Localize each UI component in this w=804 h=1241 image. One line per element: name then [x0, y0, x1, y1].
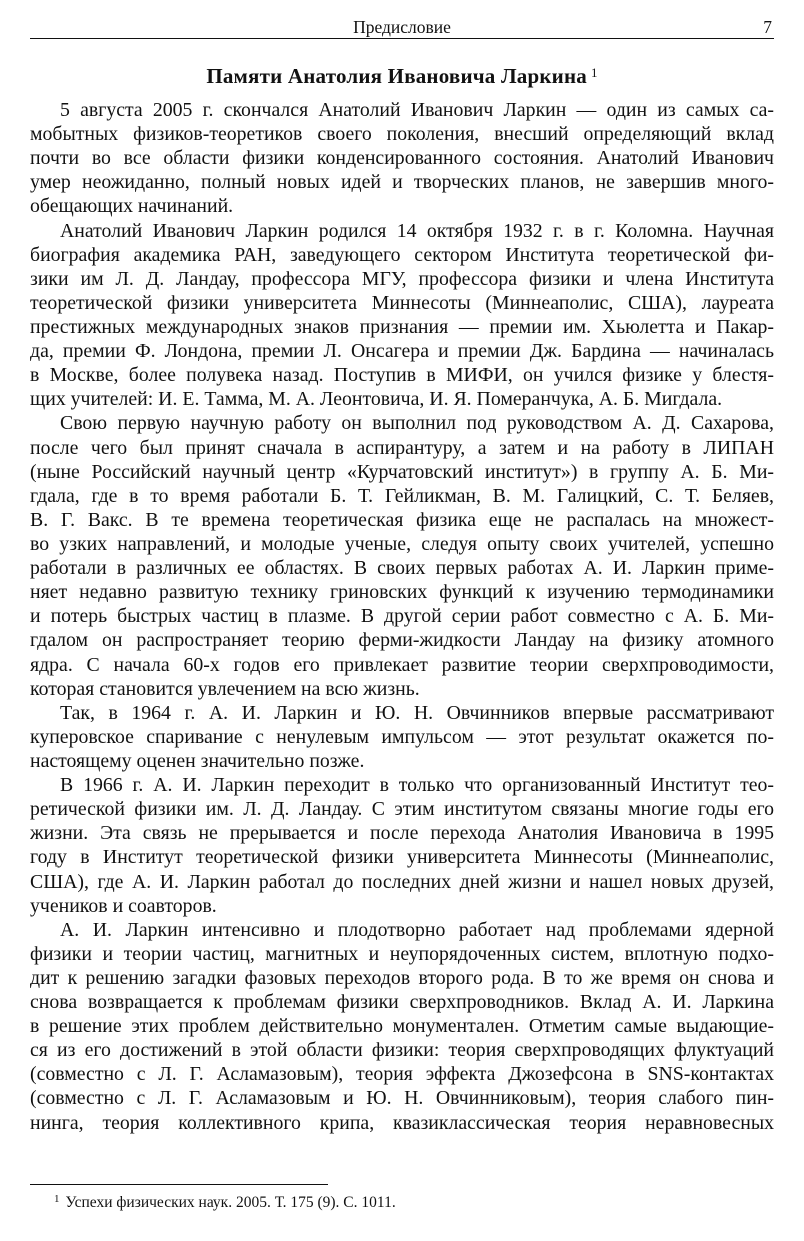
text-line: щих учителей: И. Е. Тамма, М. А. Леонтовича, И. Я. Померанчука, А. Б. Мигдала. — [30, 388, 723, 411]
text-line: работали в различных ее областях. В своих первых работах А. И. Ларкин приме- — [30, 557, 774, 580]
text-line: обещающих начинаний. — [30, 195, 234, 218]
text-line: учеников и соавторов. — [30, 894, 217, 917]
footnote-reference[interactable]: 1 — [590, 65, 598, 80]
body-text — [30, 98, 774, 1135]
section-heading-text: Памяти Анатолия Ивановича Ларкина — [206, 64, 587, 88]
text-line: дит к решению загадки фазовых переходов второго рода. В то же время он снова и — [30, 966, 774, 989]
text-line: ретической физики им. Л. Д. Ландау. С этим институтом связаны многие годы его — [30, 798, 774, 821]
text-line: ядра. С начала 60-х годов его привлекает развитие теории сверхпроводимости, — [30, 653, 774, 676]
footnote — [54, 1193, 396, 1212]
text-line: гдала, где в то время работали Б. Т. Гейликман, В. М. Галицкий, С. Т. Беляев, — [30, 484, 774, 507]
text-line: Так, в 1964 г. А. И. Ларкин и Ю. Н. Овчинников впервые рассматривают — [60, 701, 774, 724]
text-line: (совместно с Л. Г. Асламазовым), теория эффекта Джозефсона в SNS-контактах — [30, 1063, 774, 1086]
text-line: настоящему оценен значительно позже. — [30, 749, 365, 772]
text-line: В. Г. Вакс. В те времена теоретическая физика еще не распалась на множест- — [30, 508, 774, 531]
text-line: во узких направлений, и молодые ученые, следуя опыту своих учителей, успешно — [30, 532, 774, 555]
text-line: после чего был принят сначала в аспирантуру, а затем и на работу в ЛИПАН — [30, 436, 774, 459]
text-line: В 1966 г. А. И. Ларкин переходит в только что организованный Институт тео- — [60, 774, 774, 797]
text-line: Анатолий Иванович Ларкин родился 14 октября 1932 г. в г. Коломна. Научная — [60, 219, 774, 242]
text-line: в Москве, более полувека назад. Поступив в МИФИ, он учился физике у блестя- — [30, 364, 774, 387]
footnote-mark: 1 — [54, 1193, 60, 1205]
running-header-title: Предисловие — [353, 17, 451, 37]
text-line: снова возвращается к проблемам физики сверхпроводников. Вклад А. И. Ларкина — [30, 991, 774, 1014]
text-line: жизни. Эта связь не прерывается и после перехода Анатолия Ивановича в 1995 — [30, 822, 774, 845]
text-line: (ныне Российский научный центр «Курчатовский институт») в группу А. Б. Ми- — [30, 460, 774, 483]
text-line: теоретической физики университета Миннесоты (Миннеаполис, США), лауреата — [30, 291, 774, 314]
text-line: и потерь быстрых частиц в плазме. В другой серии работ совместно с А. Б. Ми- — [30, 605, 774, 628]
text-line: физики и теории частиц, магнитных и неупорядоченных систем, вплотную подхо- — [30, 942, 774, 965]
text-line: куперовское спаривание с ненулевым импульсом — этот результат окажется по- — [30, 725, 774, 748]
text-line: гдалом он распространяет теорию ферми-жидкости Ландау на физику атомного — [30, 629, 774, 652]
running-header — [30, 14, 774, 39]
text-line: престижных международных знаков признания — премии им. Хьюлетта и Пакар- — [30, 315, 774, 338]
text-line: в решение этих проблем действительно монументален. Отметим самые выдающие- — [30, 1015, 774, 1038]
page-number: 7 — [763, 17, 772, 37]
text-line: А. И. Ларкин интенсивно и плодотворно работает над проблемами ядерной — [60, 918, 774, 941]
text-line: году в Институт теоретической физики университета Миннесоты (Миннеаполис, — [30, 846, 774, 869]
footnote-text: Успехи физических наук. 2005. Т. 175 (9). С. 1011. — [65, 1194, 396, 1211]
text-line: мобытных физиков-теоретиков своего поколения, внесший определяющий вклад — [30, 123, 774, 146]
text-line: умер неожиданно, полный новых идей и творческих планов, не завершив много- — [30, 171, 774, 194]
text-line: 5 августа 2005 г. скончался Анатолий Иванович Ларкин — один из самых са- — [60, 99, 774, 121]
text-line: США), где А. И. Ларкин работал до последних дней жизни и нашел новых друзей, — [30, 870, 774, 893]
text-line: биография академика РАН, заведующего сектором Института теоретической фи- — [30, 243, 774, 266]
text-line: которая становится увлечением на всю жизнь. — [30, 677, 420, 700]
text-line: почти во все области физики конденсированного состояния. Анатолий Иванович — [30, 147, 774, 170]
section-heading — [30, 64, 774, 89]
footnote-separator — [30, 1184, 328, 1185]
text-line: ся из его достижений в этой области физики: теория сверхпроводящих флуктуаций — [30, 1039, 774, 1062]
text-line: (совместно с Л. Г. Асламазовым и Ю. Н. Овчинниковым), теория слабого пин- — [30, 1087, 774, 1110]
text-line: нинга, теория коллективного крипа, квазиклассическая теория неравновесных — [30, 1111, 774, 1134]
text-line: няет недавно развитую технику гриновских функций к изучению термодинамики — [30, 581, 774, 604]
text-line: зики им Л. Д. Ландау, профессора МГУ, профессора физики и члена Института — [30, 267, 774, 290]
text-line: да, премии Ф. Лондона, премии Л. Онсагера и премии Дж. Бардина — начиналась — [30, 340, 774, 363]
text-line: Свою первую научную работу он выполнил под руководством А. Д. Сахарова, — [60, 412, 774, 435]
